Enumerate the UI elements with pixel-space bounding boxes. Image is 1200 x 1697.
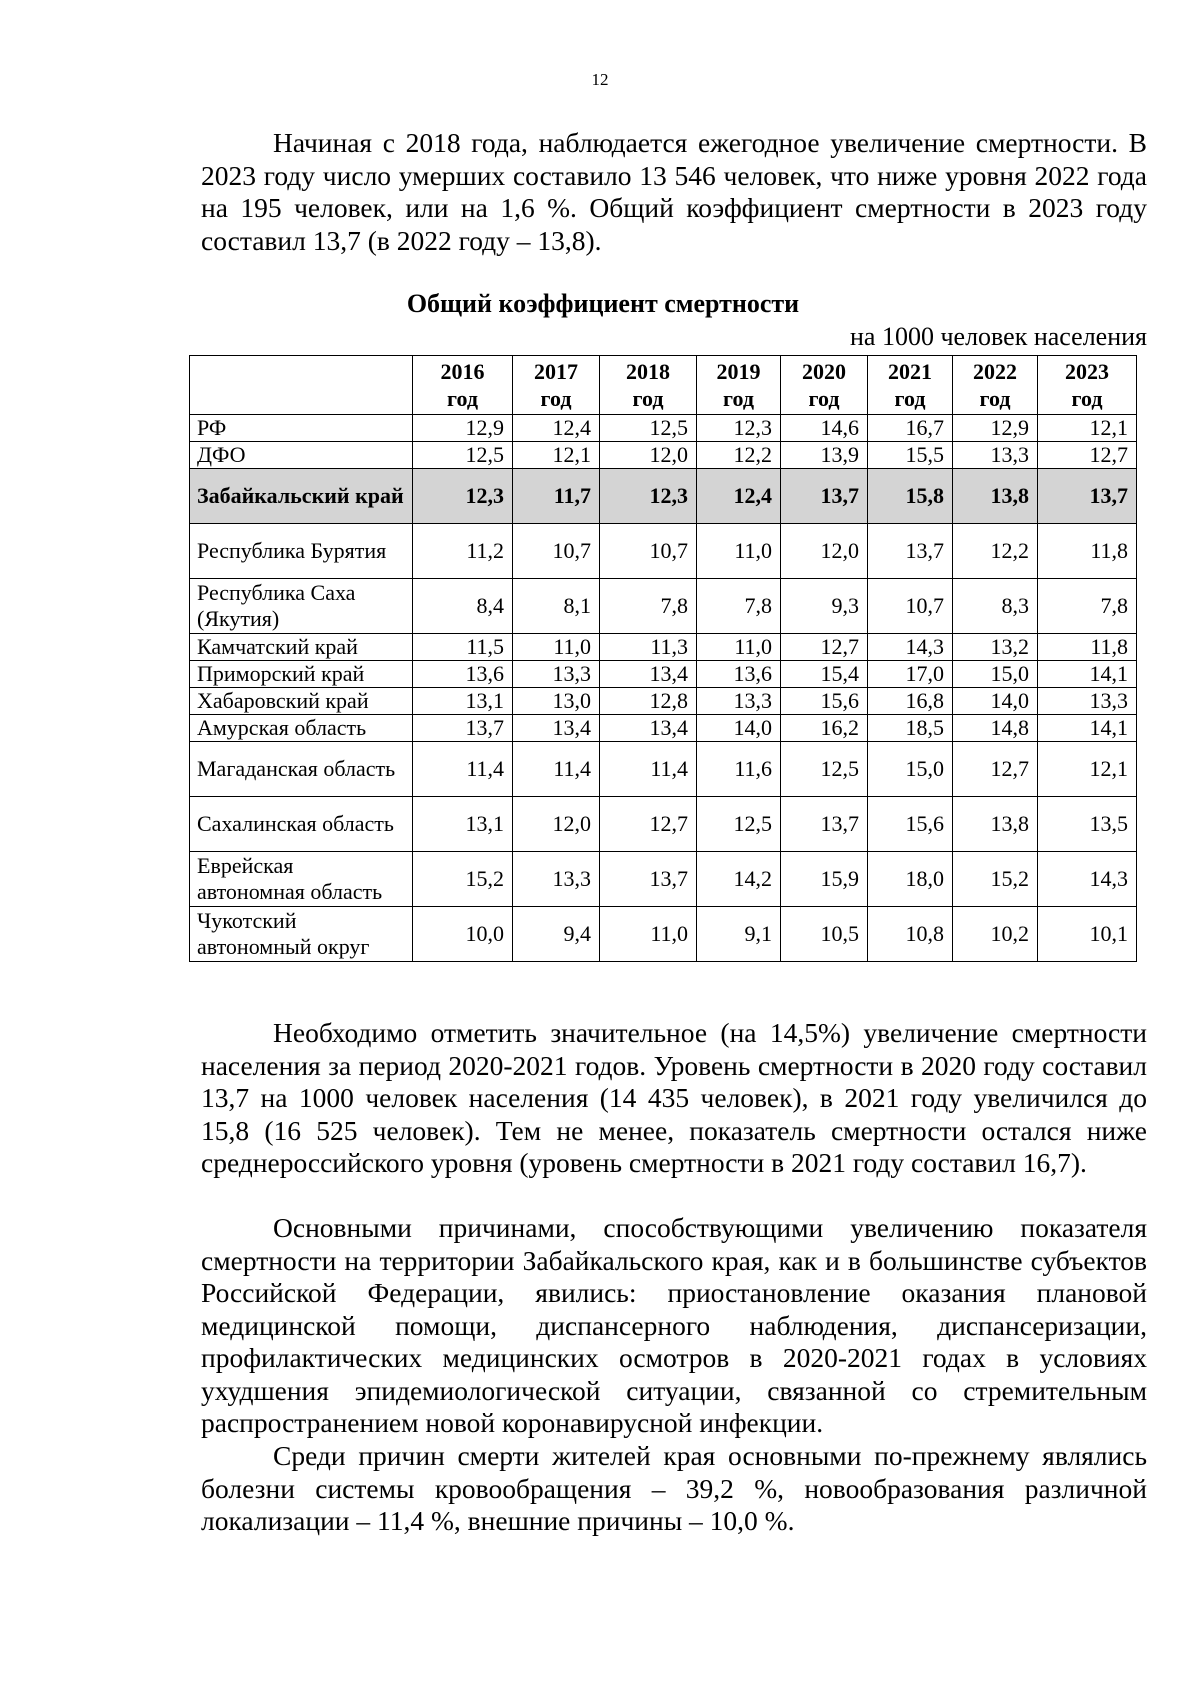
value-cell: 12,4	[513, 415, 600, 442]
value-cell: 12,1	[1038, 415, 1137, 442]
value-cell: 12,7	[600, 797, 697, 852]
value-cell: 12,9	[953, 415, 1038, 442]
value-cell: 13,5	[1038, 797, 1137, 852]
value-cell: 11,7	[513, 469, 600, 524]
region-cell: ДФО	[190, 442, 413, 469]
value-cell: 7,8	[697, 579, 781, 634]
table-row	[190, 579, 1137, 634]
value-cell: 12,3	[600, 469, 697, 524]
table-row	[190, 688, 1137, 715]
value-cell: 10,7	[600, 524, 697, 579]
value-cell: 14,1	[1038, 715, 1137, 742]
value-cell: 10,5	[781, 907, 868, 962]
value-cell: 8,3	[953, 579, 1038, 634]
header-region-cell	[190, 356, 413, 415]
region-cell: РФ	[190, 415, 413, 442]
region-cell: Амурская область	[190, 715, 413, 742]
value-cell: 12,2	[953, 524, 1038, 579]
value-cell: 13,1	[413, 797, 513, 852]
value-cell: 13,4	[600, 661, 697, 688]
region-cell: Хабаровский край	[190, 688, 413, 715]
value-cell: 12,5	[697, 797, 781, 852]
covid-mortality-paragraph: Необходимо отметить значительное (на 14,5%) увеличение смертности населения за период 2020-2021 годов. Уровень смертности в 2020 году составил 13,7 на 1000 человек населения (14 435 человек), в 2021 году увеличился до 15,8 (16 525 человек). Тем не менее, показатель смертности остался ниже среднероссийского уровня (уровень смертности в 2021 году составил 16,7).	[201, 1017, 1147, 1178]
value-cell: 9,1	[697, 907, 781, 962]
header-year-cell: 2017 год	[513, 356, 600, 415]
header-year-cell: 2018 год	[600, 356, 697, 415]
value-cell: 16,2	[781, 715, 868, 742]
mortality-table	[189, 355, 1137, 962]
value-cell: 14,8	[953, 715, 1038, 742]
value-cell: 13,6	[413, 661, 513, 688]
table-row	[190, 634, 1137, 661]
value-cell: 12,7	[781, 634, 868, 661]
value-cell: 13,9	[781, 442, 868, 469]
value-cell: 13,4	[600, 715, 697, 742]
value-cell: 12,3	[413, 469, 513, 524]
causes-paragraph: Основными причинами, способствующими увеличению показателя смертности на территории Забайкальского края, как и в большинстве субъектов Российской Федерации, явились: приостановление оказания плановой медицинской помощи, диспансерного наблюдения, диспансеризации, профилактических медицинских осмотров в 2020-2021 годах в условиях ухудшения эпидемиологической ситуации, связанной со стремительным распространением новой коронавирусной инфекции.	[201, 1212, 1147, 1438]
value-cell: 9,4	[513, 907, 600, 962]
value-cell: 12,5	[413, 442, 513, 469]
region-cell: Еврейская автономная область	[190, 852, 413, 907]
value-cell: 11,4	[413, 742, 513, 797]
region-cell: Республика Саха (Якутия)	[190, 579, 413, 634]
region-cell: Забайкальский край	[190, 469, 413, 524]
value-cell: 13,4	[513, 715, 600, 742]
value-cell: 13,3	[1038, 688, 1137, 715]
value-cell: 11,8	[1038, 634, 1137, 661]
value-cell: 15,6	[868, 797, 953, 852]
value-cell: 11,0	[513, 634, 600, 661]
value-cell: 13,7	[868, 524, 953, 579]
value-cell: 14,6	[781, 415, 868, 442]
value-cell: 15,0	[868, 742, 953, 797]
value-cell: 11,6	[697, 742, 781, 797]
region-cell: Камчатский край	[190, 634, 413, 661]
value-cell: 10,1	[1038, 907, 1137, 962]
value-cell: 7,8	[1038, 579, 1137, 634]
value-cell: 16,8	[868, 688, 953, 715]
value-cell: 11,0	[697, 634, 781, 661]
table-title: Общий коэффициент смертности	[406, 289, 800, 318]
value-cell: 15,2	[413, 852, 513, 907]
value-cell: 10,7	[513, 524, 600, 579]
value-cell: 12,1	[1038, 742, 1137, 797]
region-cell: Сахалинская область	[190, 797, 413, 852]
table-row	[190, 907, 1137, 962]
value-cell: 10,8	[868, 907, 953, 962]
table-row	[190, 715, 1137, 742]
value-cell: 15,0	[953, 661, 1038, 688]
value-cell: 13,2	[953, 634, 1038, 661]
value-cell: 17,0	[868, 661, 953, 688]
table-row	[190, 469, 1137, 524]
header-year-cell: 2020 год	[781, 356, 868, 415]
region-cell: Магаданская область	[190, 742, 413, 797]
value-cell: 14,3	[868, 634, 953, 661]
value-cell: 18,0	[868, 852, 953, 907]
region-cell: Республика Бурятия	[190, 524, 413, 579]
value-cell: 13,7	[1038, 469, 1137, 524]
table-header-row	[190, 356, 1137, 415]
value-cell: 13,7	[600, 852, 697, 907]
value-cell: 12,7	[1038, 442, 1137, 469]
value-cell: 12,9	[413, 415, 513, 442]
value-cell: 8,4	[413, 579, 513, 634]
value-cell: 13,0	[513, 688, 600, 715]
header-year-cell: 2023 год	[1038, 356, 1137, 415]
value-cell: 12,0	[781, 524, 868, 579]
header-year-cell: 2022 год	[953, 356, 1038, 415]
value-cell: 12,2	[697, 442, 781, 469]
value-cell: 13,6	[697, 661, 781, 688]
value-cell: 12,7	[953, 742, 1038, 797]
value-cell: 10,2	[953, 907, 1038, 962]
header-year-cell: 2016 год	[413, 356, 513, 415]
value-cell: 14,0	[697, 715, 781, 742]
value-cell: 15,5	[868, 442, 953, 469]
intro-paragraph: Начиная с 2018 года, наблюдается ежегодное увеличение смертности. В 2023 году число умерших составило 13 546 человек, что ниже уровня 2022 года на 195 человек, или на 1,6 %. Общий коэффициент смертности в 2023 году составил 13,7 (в 2022 году – 13,8).	[201, 127, 1147, 256]
value-cell: 10,7	[868, 579, 953, 634]
value-cell: 13,8	[953, 469, 1038, 524]
table-row	[190, 742, 1137, 797]
region-cell: Чукотский автономный округ	[190, 907, 413, 962]
value-cell: 11,0	[697, 524, 781, 579]
value-cell: 15,9	[781, 852, 868, 907]
value-cell: 9,3	[781, 579, 868, 634]
value-cell: 11,0	[600, 907, 697, 962]
value-cell: 11,4	[513, 742, 600, 797]
table-row	[190, 661, 1137, 688]
value-cell: 16,7	[868, 415, 953, 442]
value-cell: 11,2	[413, 524, 513, 579]
value-cell: 12,0	[600, 442, 697, 469]
value-cell: 13,1	[413, 688, 513, 715]
value-cell: 15,6	[781, 688, 868, 715]
value-cell: 13,7	[413, 715, 513, 742]
value-cell: 11,8	[1038, 524, 1137, 579]
value-cell: 14,1	[1038, 661, 1137, 688]
header-year-cell: 2021 год	[868, 356, 953, 415]
value-cell: 14,2	[697, 852, 781, 907]
value-cell: 15,2	[953, 852, 1038, 907]
value-cell: 13,3	[953, 442, 1038, 469]
value-cell: 12,0	[513, 797, 600, 852]
value-cell: 13,8	[953, 797, 1038, 852]
value-cell: 12,5	[781, 742, 868, 797]
value-cell: 12,4	[697, 469, 781, 524]
value-cell: 12,5	[600, 415, 697, 442]
value-cell: 14,3	[1038, 852, 1137, 907]
value-cell: 15,4	[781, 661, 868, 688]
value-cell: 11,5	[413, 634, 513, 661]
value-cell: 13,3	[513, 852, 600, 907]
region-cell: Приморский край	[190, 661, 413, 688]
value-cell: 13,7	[781, 797, 868, 852]
value-cell: 8,1	[513, 579, 600, 634]
value-cell: 12,8	[600, 688, 697, 715]
value-cell: 13,3	[697, 688, 781, 715]
table-row	[190, 415, 1137, 442]
table-unit: на 1000 человек населения	[850, 322, 1147, 351]
value-cell: 12,1	[513, 442, 600, 469]
table-row	[190, 442, 1137, 469]
header-year-cell: 2019 год	[697, 356, 781, 415]
value-cell: 11,4	[600, 742, 697, 797]
value-cell: 7,8	[600, 579, 697, 634]
value-cell: 15,8	[868, 469, 953, 524]
value-cell: 13,7	[781, 469, 868, 524]
death-causes-paragraph: Среди причин смерти жителей края основными по-прежнему являлись болезни системы кровообращения – 39,2 %, новообразования различной локализации – 11,4 %, внешние причины – 10,0 %.	[201, 1440, 1147, 1536]
value-cell: 12,3	[697, 415, 781, 442]
table-row	[190, 797, 1137, 852]
value-cell: 14,0	[953, 688, 1038, 715]
value-cell: 13,3	[513, 661, 600, 688]
value-cell: 11,3	[600, 634, 697, 661]
page-number: 12	[591, 70, 609, 89]
value-cell: 10,0	[413, 907, 513, 962]
table-row	[190, 852, 1137, 907]
value-cell: 18,5	[868, 715, 953, 742]
table-row	[190, 524, 1137, 579]
